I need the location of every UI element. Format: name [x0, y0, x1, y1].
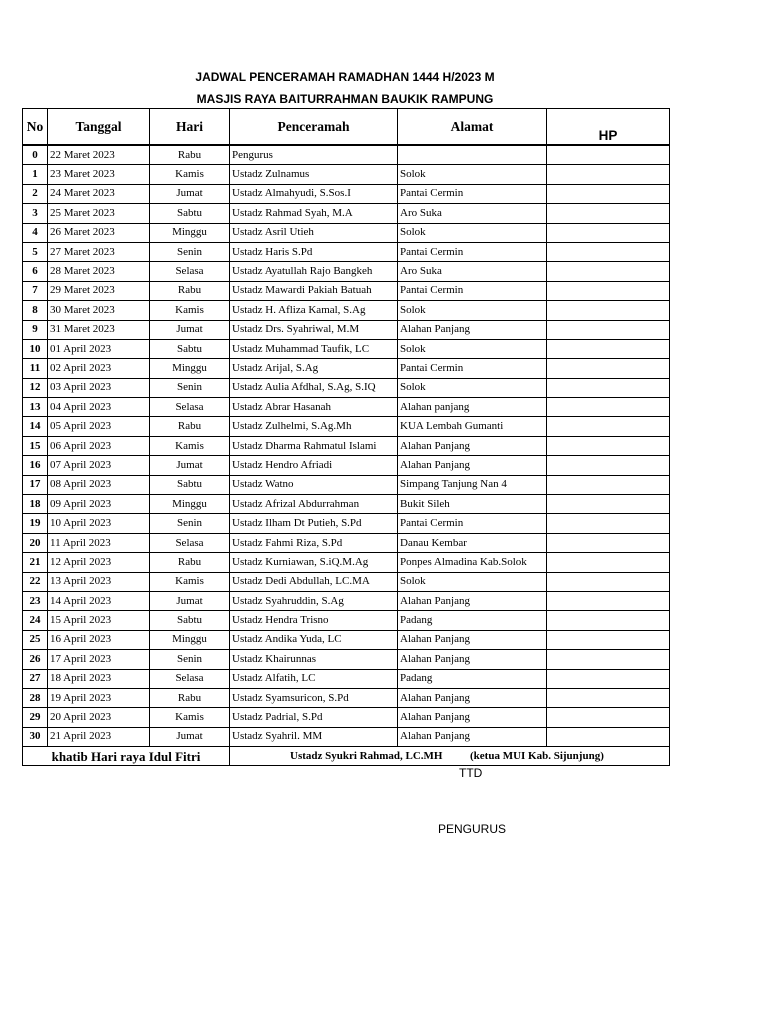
cell-alamat: Alahan panjang	[398, 398, 547, 417]
cell-tanggal: 23 Maret 2023	[48, 165, 150, 184]
document-title: JADWAL PENCERAMAH RAMADHAN 1444 H/2023 M	[195, 70, 495, 84]
cell-penceramah: Ustadz Zulnamus	[230, 165, 398, 184]
cell-hari: Senin	[150, 378, 230, 397]
cell-hari: Jumat	[150, 727, 230, 746]
cell-hp	[547, 145, 670, 165]
cell-hp	[547, 398, 670, 417]
cell-hp	[547, 727, 670, 746]
cell-tanggal: 29 Maret 2023	[48, 281, 150, 300]
table-row	[23, 398, 670, 417]
cell-penceramah: Ustadz Afrizal Abdurrahman	[230, 495, 398, 514]
table-row	[23, 495, 670, 514]
cell-alamat: Danau Kembar	[398, 533, 547, 552]
cell-alamat: Padang	[398, 611, 547, 630]
cell-hp	[547, 417, 670, 436]
cell-tanggal: 02 April 2023	[48, 359, 150, 378]
cell-alamat: KUA Lembah Gumanti	[398, 417, 547, 436]
cell-no: 21	[23, 553, 48, 572]
cell-penceramah: Ustadz Asril Utieh	[230, 223, 398, 242]
table-row	[23, 359, 670, 378]
cell-hp	[547, 281, 670, 300]
table-row	[23, 591, 670, 610]
cell-no: 0	[23, 145, 48, 165]
cell-alamat: Solok	[398, 572, 547, 591]
cell-no: 13	[23, 398, 48, 417]
cell-hp	[547, 495, 670, 514]
cell-alamat: Alahan Panjang	[398, 456, 547, 475]
cell-hari: Minggu	[150, 495, 230, 514]
cell-no: 5	[23, 242, 48, 261]
cell-alamat: Pantai Cermin	[398, 242, 547, 261]
cell-penceramah: Ustadz Syamsuricon, S.Pd	[230, 688, 398, 707]
footer-khatib-name: Ustadz Syukri Rahmad, LC.MH	[290, 749, 443, 762]
cell-hari: Minggu	[150, 223, 230, 242]
cell-hp	[547, 669, 670, 688]
table-row	[23, 727, 670, 746]
cell-tanggal: 25 Maret 2023	[48, 204, 150, 223]
table-body	[23, 145, 670, 747]
cell-penceramah: Ustadz Ilham Dt Putieh, S.Pd	[230, 514, 398, 533]
cell-tanggal: 01 April 2023	[48, 339, 150, 358]
cell-hari: Sabtu	[150, 339, 230, 358]
cell-tanggal: 12 April 2023	[48, 553, 150, 572]
cell-alamat: Pantai Cermin	[398, 514, 547, 533]
cell-tanggal: 14 April 2023	[48, 591, 150, 610]
cell-hari: Rabu	[150, 417, 230, 436]
cell-hp	[547, 262, 670, 281]
cell-hp	[547, 301, 670, 320]
table-row	[23, 262, 670, 281]
cell-penceramah: Ustadz Hendro Afriadi	[230, 456, 398, 475]
cell-penceramah: Ustadz Mawardi Pakiah Batuah	[230, 281, 398, 300]
cell-hari: Sabtu	[150, 204, 230, 223]
cell-penceramah: Ustadz Watno	[230, 475, 398, 494]
cell-tanggal: 05 April 2023	[48, 417, 150, 436]
document-subtitle: MASJIS RAYA BAITURRAHMAN BAUKIK RAMPUNG	[196, 92, 494, 106]
cell-tanggal: 21 April 2023	[48, 727, 150, 746]
cell-hp	[547, 533, 670, 552]
cell-no: 28	[23, 688, 48, 707]
cell-alamat: Solok	[398, 378, 547, 397]
cell-hari: Minggu	[150, 630, 230, 649]
table-row	[23, 572, 670, 591]
cell-alamat: Alahan Panjang	[398, 650, 547, 669]
cell-hari: Rabu	[150, 145, 230, 165]
cell-alamat: Ponpes Almadina Kab.Solok	[398, 553, 547, 572]
cell-alamat: Solok	[398, 301, 547, 320]
cell-hari: Jumat	[150, 320, 230, 339]
cell-hp	[547, 436, 670, 455]
cell-hari: Selasa	[150, 533, 230, 552]
cell-hp	[547, 320, 670, 339]
cell-hari: Minggu	[150, 359, 230, 378]
cell-hp	[547, 553, 670, 572]
cell-penceramah: Ustadz Rahmad Syah, M.A	[230, 204, 398, 223]
cell-alamat: Solok	[398, 223, 547, 242]
cell-hp	[547, 514, 670, 533]
cell-tanggal: 06 April 2023	[48, 436, 150, 455]
cell-tanggal: 18 April 2023	[48, 669, 150, 688]
table-row	[23, 611, 670, 630]
cell-no: 8	[23, 301, 48, 320]
cell-hp	[547, 591, 670, 610]
table-row	[23, 436, 670, 455]
cell-hp	[547, 630, 670, 649]
cell-penceramah: Ustadz Abrar Hasanah	[230, 398, 398, 417]
cell-hari: Rabu	[150, 688, 230, 707]
cell-hp	[547, 165, 670, 184]
cell-alamat: Aro Suka	[398, 204, 547, 223]
cell-tanggal: 13 April 2023	[48, 572, 150, 591]
cell-hp	[547, 688, 670, 707]
cell-no: 1	[23, 165, 48, 184]
cell-tanggal: 20 April 2023	[48, 708, 150, 727]
cell-hari: Kamis	[150, 165, 230, 184]
cell-no: 30	[23, 727, 48, 746]
cell-hari: Jumat	[150, 456, 230, 475]
cell-tanggal: 11 April 2023	[48, 533, 150, 552]
cell-tanggal: 31 Maret 2023	[48, 320, 150, 339]
table-row	[23, 204, 670, 223]
cell-hari: Senin	[150, 650, 230, 669]
cell-no: 18	[23, 495, 48, 514]
cell-hp	[547, 359, 670, 378]
cell-penceramah: Ustadz Andika Yuda, LC	[230, 630, 398, 649]
cell-hari: Jumat	[150, 184, 230, 203]
cell-hari: Senin	[150, 514, 230, 533]
cell-no: 3	[23, 204, 48, 223]
cell-penceramah: Ustadz Drs. Syahriwal, M.M	[230, 320, 398, 339]
cell-alamat: Aro Suka	[398, 262, 547, 281]
footer-row	[23, 747, 670, 766]
cell-hari: Kamis	[150, 436, 230, 455]
cell-hp	[547, 339, 670, 358]
cell-hp	[547, 456, 670, 475]
cell-hp	[547, 708, 670, 727]
cell-penceramah: Pengurus	[230, 145, 398, 165]
table-row	[23, 320, 670, 339]
table-row	[23, 301, 670, 320]
cell-hari: Rabu	[150, 281, 230, 300]
cell-no: 29	[23, 708, 48, 727]
cell-alamat: Alahan Panjang	[398, 436, 547, 455]
table-row	[23, 456, 670, 475]
cell-hp	[547, 475, 670, 494]
cell-hari: Sabtu	[150, 475, 230, 494]
cell-no: 16	[23, 456, 48, 475]
cell-tanggal: 16 April 2023	[48, 630, 150, 649]
cell-tanggal: 03 April 2023	[48, 378, 150, 397]
cell-penceramah: Ustadz Arijal, S.Ag	[230, 359, 398, 378]
cell-tanggal: 28 Maret 2023	[48, 262, 150, 281]
cell-tanggal: 15 April 2023	[48, 611, 150, 630]
cell-hari: Selasa	[150, 669, 230, 688]
cell-hari: Selasa	[150, 262, 230, 281]
cell-alamat: Pantai Cermin	[398, 359, 547, 378]
cell-penceramah: Ustadz Hendra Trisno	[230, 611, 398, 630]
table-row	[23, 514, 670, 533]
cell-no: 24	[23, 611, 48, 630]
cell-hp	[547, 204, 670, 223]
table-row	[23, 708, 670, 727]
header-penceramah: Penceramah	[230, 109, 398, 146]
cell-alamat: Alahan Panjang	[398, 688, 547, 707]
cell-penceramah: Ustadz Syahruddin, S.Ag	[230, 591, 398, 610]
cell-penceramah: Ustadz Muhammad Taufik, LC	[230, 339, 398, 358]
cell-tanggal: 19 April 2023	[48, 688, 150, 707]
cell-alamat: Alahan Panjang	[398, 630, 547, 649]
table-row	[23, 223, 670, 242]
cell-penceramah: Ustadz Fahmi Riza, S.Pd	[230, 533, 398, 552]
cell-alamat: Solok	[398, 165, 547, 184]
cell-penceramah: Ustadz Ayatullah Rajo Bangkeh	[230, 262, 398, 281]
cell-tanggal: 10 April 2023	[48, 514, 150, 533]
cell-no: 2	[23, 184, 48, 203]
cell-hari: Kamis	[150, 301, 230, 320]
cell-no: 11	[23, 359, 48, 378]
cell-hp	[547, 572, 670, 591]
cell-alamat	[398, 145, 547, 165]
cell-alamat: Alahan Panjang	[398, 320, 547, 339]
cell-tanggal: 24 Maret 2023	[48, 184, 150, 203]
cell-alamat: Pantai Cermin	[398, 184, 547, 203]
footer-value	[230, 747, 670, 766]
cell-no: 20	[23, 533, 48, 552]
table-header-row	[23, 109, 670, 146]
cell-hari: Sabtu	[150, 611, 230, 630]
cell-hari: Kamis	[150, 572, 230, 591]
schedule-table	[22, 108, 670, 766]
cell-penceramah: Ustadz Khairunnas	[230, 650, 398, 669]
cell-no: 25	[23, 630, 48, 649]
table-row	[23, 145, 670, 165]
cell-alamat: Alahan Panjang	[398, 708, 547, 727]
header-hari: Hari	[150, 109, 230, 146]
cell-alamat: Alahan Panjang	[398, 727, 547, 746]
cell-hp	[547, 242, 670, 261]
cell-no: 10	[23, 339, 48, 358]
cell-no: 14	[23, 417, 48, 436]
cell-no: 27	[23, 669, 48, 688]
cell-penceramah: Ustadz Padrial, S.Pd	[230, 708, 398, 727]
cell-no: 4	[23, 223, 48, 242]
cell-tanggal: 26 Maret 2023	[48, 223, 150, 242]
cell-penceramah: Ustadz Haris S.Pd	[230, 242, 398, 261]
table-row	[23, 339, 670, 358]
cell-hp	[547, 378, 670, 397]
cell-hp	[547, 650, 670, 669]
table-row	[23, 553, 670, 572]
table-row	[23, 650, 670, 669]
cell-hari: Jumat	[150, 591, 230, 610]
cell-alamat: Padang	[398, 669, 547, 688]
cell-tanggal: 04 April 2023	[48, 398, 150, 417]
cell-alamat: Alahan Panjang	[398, 591, 547, 610]
table-row	[23, 378, 670, 397]
cell-penceramah: Ustadz Dedi Abdullah, LC.MA	[230, 572, 398, 591]
header-hp: HP	[547, 109, 670, 146]
cell-no: 19	[23, 514, 48, 533]
cell-no: 12	[23, 378, 48, 397]
cell-penceramah: Ustadz Dharma Rahmatul Islami	[230, 436, 398, 455]
table-row	[23, 281, 670, 300]
cell-no: 9	[23, 320, 48, 339]
header-alamat: Alamat	[398, 109, 547, 146]
table-row	[23, 688, 670, 707]
cell-alamat: Solok	[398, 339, 547, 358]
cell-penceramah: Ustadz Kurniawan, S.iQ.M.Ag	[230, 553, 398, 572]
table-row	[23, 165, 670, 184]
cell-no: 22	[23, 572, 48, 591]
cell-hari: Selasa	[150, 398, 230, 417]
footer-label: khatib Hari raya Idul Fitri	[23, 747, 230, 766]
cell-alamat: Pantai Cermin	[398, 281, 547, 300]
table-row	[23, 242, 670, 261]
table-row	[23, 475, 670, 494]
cell-no: 6	[23, 262, 48, 281]
cell-hari: Rabu	[150, 553, 230, 572]
cell-no: 23	[23, 591, 48, 610]
footer-note: (ketua MUI Kab. Sijunjung)	[470, 749, 604, 762]
cell-penceramah: Ustadz Syahril. MM	[230, 727, 398, 746]
cell-hp	[547, 184, 670, 203]
cell-tanggal: 22 Maret 2023	[48, 145, 150, 165]
cell-penceramah: Ustadz Aulia Afdhal, S.Ag, S.IQ	[230, 378, 398, 397]
cell-hp	[547, 223, 670, 242]
cell-no: 26	[23, 650, 48, 669]
signature-pengurus: PENGURUS	[438, 822, 507, 836]
cell-hp	[547, 611, 670, 630]
header-no: No	[23, 109, 48, 146]
cell-tanggal: 27 Maret 2023	[48, 242, 150, 261]
cell-tanggal: 17 April 2023	[48, 650, 150, 669]
cell-tanggal: 07 April 2023	[48, 456, 150, 475]
cell-tanggal: 30 Maret 2023	[48, 301, 150, 320]
cell-tanggal: 08 April 2023	[48, 475, 150, 494]
table-row	[23, 417, 670, 436]
table-row	[23, 630, 670, 649]
table-row	[23, 184, 670, 203]
cell-penceramah: Ustadz H. Afliza Kamal, S.Ag	[230, 301, 398, 320]
cell-no: 7	[23, 281, 48, 300]
cell-alamat: Bukit Sileh	[398, 495, 547, 514]
cell-penceramah: Ustadz Almahyudi, S.Sos.I	[230, 184, 398, 203]
signature-ttd: TTD	[459, 766, 483, 780]
cell-penceramah: Ustadz Zulhelmi, S.Ag.Mh	[230, 417, 398, 436]
table-row	[23, 533, 670, 552]
cell-penceramah: Ustadz Alfatih, LC	[230, 669, 398, 688]
cell-hari: Senin	[150, 242, 230, 261]
cell-no: 17	[23, 475, 48, 494]
cell-alamat: Simpang Tanjung Nan 4	[398, 475, 547, 494]
cell-tanggal: 09 April 2023	[48, 495, 150, 514]
cell-no: 15	[23, 436, 48, 455]
table-row	[23, 669, 670, 688]
cell-hari: Kamis	[150, 708, 230, 727]
header-tanggal: Tanggal	[48, 109, 150, 146]
